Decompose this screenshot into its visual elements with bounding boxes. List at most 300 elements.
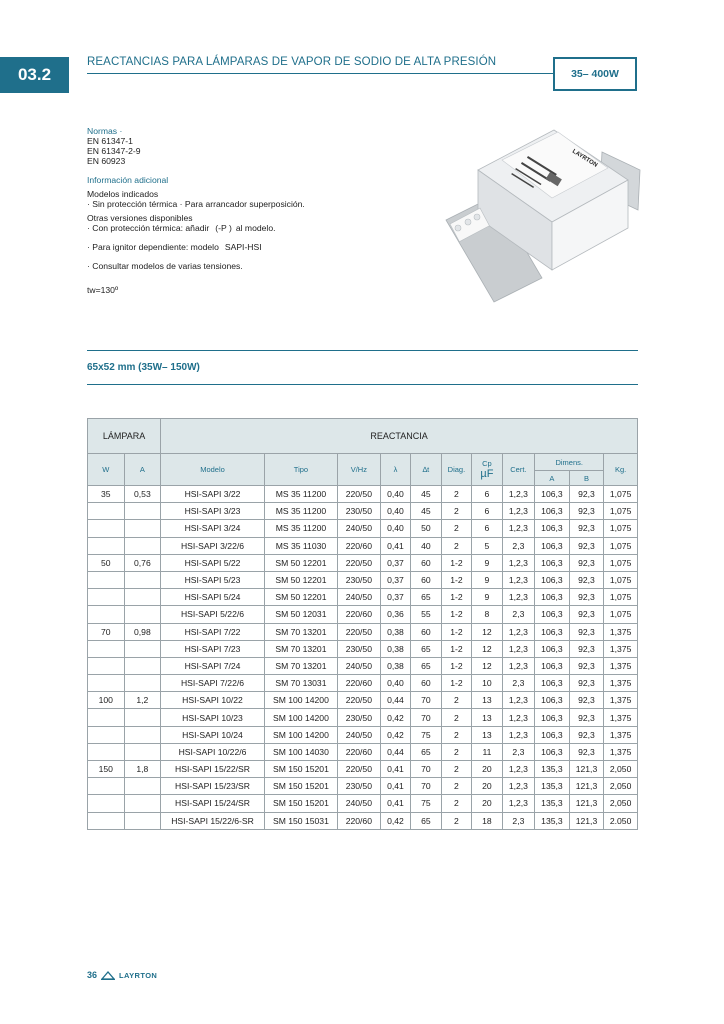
cell-lambda: 0,44 bbox=[380, 692, 410, 709]
cell-a bbox=[124, 503, 161, 520]
cell-modelo: HSI-SAPI 10/23 bbox=[161, 709, 265, 726]
cell-cp: 9 bbox=[472, 571, 502, 588]
cell-cert: 1,2,3 bbox=[502, 726, 535, 743]
ignitor-pre: · Para ignitor dependiente: modelo bbox=[87, 242, 219, 252]
table-row bbox=[88, 743, 638, 760]
cell-lambda: 0,41 bbox=[380, 795, 410, 812]
col-a-header: A bbox=[124, 454, 161, 486]
cell-tipo: SM 50 12201 bbox=[264, 554, 337, 571]
cell-w bbox=[88, 743, 125, 760]
cell-modelo: HSI-SAPI 15/23/SR bbox=[161, 778, 265, 795]
section-number-tab: 03.2 bbox=[0, 57, 69, 93]
cell-diag: 1-2 bbox=[441, 657, 471, 674]
cell-diag: 1-2 bbox=[441, 606, 471, 623]
cell-diag: 2 bbox=[441, 709, 471, 726]
cell-cert: 1,2,3 bbox=[502, 589, 535, 606]
cell-modelo: HSI-SAPI 3/22/6 bbox=[161, 537, 265, 554]
table-row bbox=[88, 761, 638, 778]
cell-tipo: MS 35 11200 bbox=[264, 520, 337, 537]
col-delta-t-header: ∆t bbox=[411, 454, 441, 486]
cell-modelo: HSI-SAPI 3/23 bbox=[161, 503, 265, 520]
cell-a bbox=[124, 726, 161, 743]
cell-dim-b: 92,3 bbox=[569, 520, 604, 537]
cell-modelo: HSI-SAPI 5/22 bbox=[161, 554, 265, 571]
cell-delta-t: 70 bbox=[411, 778, 441, 795]
models-text: · Sin protección térmica · Para arrancador superposición. bbox=[87, 199, 305, 209]
col-dim-b-header: B bbox=[569, 471, 604, 486]
cell-modelo: HSI-SAPI 5/23 bbox=[161, 571, 265, 588]
cell-kg: 1,075 bbox=[604, 537, 638, 554]
cell-dim-a: 135,3 bbox=[535, 761, 570, 778]
cell-diag: 2 bbox=[441, 812, 471, 829]
cell-dim-a: 106,3 bbox=[535, 623, 570, 640]
cell-dim-b: 92,3 bbox=[569, 537, 604, 554]
cell-lambda: 0,37 bbox=[380, 589, 410, 606]
cell-dim-b: 121,3 bbox=[569, 761, 604, 778]
cell-a: 0,53 bbox=[124, 486, 161, 503]
cell-cert: 2,3 bbox=[502, 812, 535, 829]
thermal-code: (-P ) bbox=[215, 223, 232, 233]
cell-w: 100 bbox=[88, 692, 125, 709]
cell-lambda: 0,40 bbox=[380, 675, 410, 692]
cell-kg: 1,375 bbox=[604, 692, 638, 709]
cell-delta-t: 65 bbox=[411, 812, 441, 829]
cell-dim-b: 92,3 bbox=[569, 743, 604, 760]
cell-vhz: 220/60 bbox=[338, 743, 381, 760]
cell-tipo: MS 35 11200 bbox=[264, 503, 337, 520]
cell-cert: 1,2,3 bbox=[502, 520, 535, 537]
norma-item: EN 61347-2-9 bbox=[87, 146, 141, 156]
cell-vhz: 240/50 bbox=[338, 589, 381, 606]
cell-lambda: 0,36 bbox=[380, 606, 410, 623]
cell-a bbox=[124, 795, 161, 812]
cell-vhz: 220/60 bbox=[338, 675, 381, 692]
section-rule-bottom bbox=[87, 384, 638, 385]
cell-diag: 1-2 bbox=[441, 554, 471, 571]
cell-w bbox=[88, 606, 125, 623]
cell-dim-a: 106,3 bbox=[535, 657, 570, 674]
cell-modelo: HSI-SAPI 5/24 bbox=[161, 589, 265, 606]
cell-tipo: MS 35 11200 bbox=[264, 486, 337, 503]
cell-tipo: SM 50 12201 bbox=[264, 571, 337, 588]
cell-vhz: 240/50 bbox=[338, 657, 381, 674]
cell-delta-t: 60 bbox=[411, 623, 441, 640]
cell-dim-a: 106,3 bbox=[535, 554, 570, 571]
section-rule-top bbox=[87, 350, 638, 351]
normas-label: Normas · bbox=[87, 126, 123, 136]
col-cp-unit: µF bbox=[480, 468, 494, 480]
cell-lambda: 0,41 bbox=[380, 778, 410, 795]
cell-cert: 1,2,3 bbox=[502, 709, 535, 726]
table-row bbox=[88, 692, 638, 709]
cell-tipo: MS 35 11030 bbox=[264, 537, 337, 554]
table-row bbox=[88, 778, 638, 795]
cell-kg: 1,375 bbox=[604, 743, 638, 760]
cell-diag: 1-2 bbox=[441, 571, 471, 588]
table-row bbox=[88, 657, 638, 674]
cell-dim-b: 92,3 bbox=[569, 503, 604, 520]
cell-a bbox=[124, 571, 161, 588]
col-dim-a-header: A bbox=[535, 471, 570, 486]
cell-kg: 2.050 bbox=[604, 812, 638, 829]
table-row bbox=[88, 812, 638, 829]
lampara-group-header: LÁMPARA bbox=[88, 419, 161, 454]
voltages-note: · Consultar modelos de varias tensiones. bbox=[87, 261, 243, 271]
cell-dim-a: 106,3 bbox=[535, 743, 570, 760]
cell-cert: 1,2,3 bbox=[502, 657, 535, 674]
cell-delta-t: 40 bbox=[411, 537, 441, 554]
cell-cp: 20 bbox=[472, 778, 502, 795]
cell-a bbox=[124, 812, 161, 829]
cell-vhz: 220/60 bbox=[338, 606, 381, 623]
cell-dim-b: 92,3 bbox=[569, 675, 604, 692]
cell-dim-a: 106,3 bbox=[535, 571, 570, 588]
cell-cert: 2,3 bbox=[502, 743, 535, 760]
cell-kg: 1,375 bbox=[604, 709, 638, 726]
col-modelo-header: Modelo bbox=[161, 454, 265, 486]
ignitor-code: SAPI-HSI bbox=[224, 242, 262, 252]
cell-a: 1,8 bbox=[124, 761, 161, 778]
page-footer bbox=[87, 970, 157, 980]
cell-delta-t: 55 bbox=[411, 606, 441, 623]
cell-diag: 2 bbox=[441, 537, 471, 554]
page-number: 36 bbox=[87, 970, 98, 980]
cell-diag: 2 bbox=[441, 761, 471, 778]
cell-vhz: 230/50 bbox=[338, 640, 381, 657]
cell-cert: 2,3 bbox=[502, 675, 535, 692]
cell-kg: 1,375 bbox=[604, 675, 638, 692]
footer-brand: LAYRTON bbox=[119, 970, 158, 980]
table-row bbox=[88, 795, 638, 812]
cell-w: 50 bbox=[88, 554, 125, 571]
cell-tipo: SM 50 12201 bbox=[264, 589, 337, 606]
table-row bbox=[88, 726, 638, 743]
cell-lambda: 0,41 bbox=[380, 537, 410, 554]
specs-table bbox=[87, 418, 638, 830]
cell-dim-b: 92,3 bbox=[569, 554, 604, 571]
cell-lambda: 0,40 bbox=[380, 520, 410, 537]
cell-a bbox=[124, 537, 161, 554]
cell-vhz: 230/50 bbox=[338, 709, 381, 726]
cell-cert: 1,2,3 bbox=[502, 692, 535, 709]
table-row bbox=[88, 589, 638, 606]
cell-lambda: 0,38 bbox=[380, 623, 410, 640]
cell-modelo: HSI-SAPI 7/22/6 bbox=[161, 675, 265, 692]
cell-cert: 1,2,3 bbox=[502, 623, 535, 640]
col-dimens-header: Dimens. bbox=[535, 454, 604, 471]
cell-dim-b: 92,3 bbox=[569, 709, 604, 726]
cell-diag: 2 bbox=[441, 503, 471, 520]
cell-lambda: 0,37 bbox=[380, 571, 410, 588]
cell-dim-a: 106,3 bbox=[535, 589, 570, 606]
cell-diag: 2 bbox=[441, 486, 471, 503]
cell-dim-a: 106,3 bbox=[535, 692, 570, 709]
cell-delta-t: 60 bbox=[411, 675, 441, 692]
ballast-product-image bbox=[432, 118, 652, 308]
cell-kg: 2,050 bbox=[604, 795, 638, 812]
cell-w bbox=[88, 709, 125, 726]
cell-tipo: SM 100 14200 bbox=[264, 726, 337, 743]
cell-tipo: SM 150 15201 bbox=[264, 761, 337, 778]
cell-cp: 18 bbox=[472, 812, 502, 829]
cell-modelo: HSI-SAPI 10/22/6 bbox=[161, 743, 265, 760]
cell-w bbox=[88, 657, 125, 674]
cell-dim-b: 92,3 bbox=[569, 657, 604, 674]
cell-w bbox=[88, 795, 125, 812]
cell-delta-t: 65 bbox=[411, 743, 441, 760]
cell-cp: 20 bbox=[472, 761, 502, 778]
cell-delta-t: 45 bbox=[411, 486, 441, 503]
col-tipo-header: Tipo bbox=[264, 454, 337, 486]
cell-lambda: 0,41 bbox=[380, 761, 410, 778]
cell-a bbox=[124, 589, 161, 606]
cell-modelo: HSI-SAPI 7/23 bbox=[161, 640, 265, 657]
cell-delta-t: 65 bbox=[411, 640, 441, 657]
cell-diag: 2 bbox=[441, 520, 471, 537]
cell-tipo: SM 150 15031 bbox=[264, 812, 337, 829]
cell-vhz: 220/60 bbox=[338, 537, 381, 554]
cell-w bbox=[88, 571, 125, 588]
cell-dim-a: 106,3 bbox=[535, 675, 570, 692]
table-row bbox=[88, 554, 638, 571]
cell-cert: 1,2,3 bbox=[502, 640, 535, 657]
cell-diag: 2 bbox=[441, 795, 471, 812]
cell-w bbox=[88, 726, 125, 743]
cell-vhz: 220/60 bbox=[338, 812, 381, 829]
col-lambda-header: λ bbox=[380, 454, 410, 486]
cell-cert: 1,2,3 bbox=[502, 486, 535, 503]
cell-modelo: HSI-SAPI 15/24/SR bbox=[161, 795, 265, 812]
cell-diag: 1-2 bbox=[441, 640, 471, 657]
cell-dim-b: 92,3 bbox=[569, 640, 604, 657]
col-vhz-header: V/Hz bbox=[338, 454, 381, 486]
cell-tipo: SM 70 13201 bbox=[264, 657, 337, 674]
cell-cp: 6 bbox=[472, 503, 502, 520]
table-row bbox=[88, 623, 638, 640]
cell-cp: 10 bbox=[472, 675, 502, 692]
cell-cp: 13 bbox=[472, 692, 502, 709]
cell-a bbox=[124, 778, 161, 795]
cell-kg: 1,375 bbox=[604, 640, 638, 657]
table-row bbox=[88, 709, 638, 726]
cell-vhz: 220/50 bbox=[338, 761, 381, 778]
cell-kg: 1,075 bbox=[604, 606, 638, 623]
cell-lambda: 0,38 bbox=[380, 657, 410, 674]
cell-delta-t: 45 bbox=[411, 503, 441, 520]
cell-vhz: 240/50 bbox=[338, 795, 381, 812]
cell-modelo: HSI-SAPI 15/22/6-SR bbox=[161, 812, 265, 829]
cell-cp: 12 bbox=[472, 657, 502, 674]
cell-w bbox=[88, 520, 125, 537]
cell-modelo: HSI-SAPI 10/22 bbox=[161, 692, 265, 709]
cell-cp: 9 bbox=[472, 589, 502, 606]
product-brand-label: LAYRTON bbox=[570, 148, 599, 169]
title-underline bbox=[87, 73, 553, 74]
cell-delta-t: 60 bbox=[411, 554, 441, 571]
col-diag-header: Diag. bbox=[441, 454, 471, 486]
cell-dim-a: 135,3 bbox=[535, 795, 570, 812]
cell-kg: 1,375 bbox=[604, 657, 638, 674]
cell-diag: 1-2 bbox=[441, 589, 471, 606]
cell-tipo: SM 100 14030 bbox=[264, 743, 337, 760]
cell-dim-a: 106,3 bbox=[535, 486, 570, 503]
table-row bbox=[88, 606, 638, 623]
cell-tipo: SM 50 12031 bbox=[264, 606, 337, 623]
cell-kg: 2,050 bbox=[604, 761, 638, 778]
cell-w bbox=[88, 778, 125, 795]
cell-vhz: 220/50 bbox=[338, 554, 381, 571]
thermal-protection-note bbox=[87, 223, 387, 233]
cell-a bbox=[124, 657, 161, 674]
cell-w bbox=[88, 675, 125, 692]
table-row bbox=[88, 537, 638, 554]
cell-cp: 13 bbox=[472, 726, 502, 743]
cell-dim-b: 92,3 bbox=[569, 486, 604, 503]
cell-a bbox=[124, 640, 161, 657]
cell-delta-t: 70 bbox=[411, 709, 441, 726]
cell-lambda: 0,40 bbox=[380, 486, 410, 503]
cell-kg: 1,075 bbox=[604, 589, 638, 606]
col-cert-header: Cert. bbox=[502, 454, 535, 486]
thermal-post: al modelo. bbox=[235, 223, 276, 233]
cell-dim-b: 92,3 bbox=[569, 692, 604, 709]
cell-cert: 1,2,3 bbox=[502, 761, 535, 778]
models-label: Modelos indicados bbox=[87, 189, 159, 199]
norma-item: EN 61347-1 bbox=[87, 136, 133, 146]
cell-a bbox=[124, 606, 161, 623]
cell-w bbox=[88, 640, 125, 657]
cell-w bbox=[88, 589, 125, 606]
col-kg-header: Kg. bbox=[604, 454, 638, 486]
cell-kg: 2,050 bbox=[604, 778, 638, 795]
cell-cert: 2,3 bbox=[502, 606, 535, 623]
cell-diag: 2 bbox=[441, 778, 471, 795]
cell-dim-b: 121,3 bbox=[569, 795, 604, 812]
table-row bbox=[88, 571, 638, 588]
cell-cert: 1,2,3 bbox=[502, 795, 535, 812]
cell-kg: 1,375 bbox=[604, 726, 638, 743]
cell-w: 35 bbox=[88, 486, 125, 503]
cell-lambda: 0,44 bbox=[380, 743, 410, 760]
cell-delta-t: 75 bbox=[411, 726, 441, 743]
cell-a bbox=[124, 520, 161, 537]
cell-a: 0,98 bbox=[124, 623, 161, 640]
ignitor-note bbox=[87, 242, 387, 252]
col-cp-header bbox=[472, 454, 502, 486]
cell-cp: 9 bbox=[472, 554, 502, 571]
cell-tipo: SM 100 14200 bbox=[264, 709, 337, 726]
info-block bbox=[87, 126, 387, 295]
cell-tipo: SM 70 13201 bbox=[264, 640, 337, 657]
cell-w: 70 bbox=[88, 623, 125, 640]
cell-w bbox=[88, 503, 125, 520]
cell-dim-b: 92,3 bbox=[569, 606, 604, 623]
cell-dim-b: 92,3 bbox=[569, 589, 604, 606]
cell-cp: 5 bbox=[472, 537, 502, 554]
cell-cp: 8 bbox=[472, 606, 502, 623]
layrton-logo-icon bbox=[101, 971, 115, 980]
cell-delta-t: 65 bbox=[411, 657, 441, 674]
cell-vhz: 240/50 bbox=[338, 726, 381, 743]
cell-modelo: HSI-SAPI 15/22/SR bbox=[161, 761, 265, 778]
power-range-badge: 35– 400W bbox=[553, 57, 637, 91]
cell-dim-a: 106,3 bbox=[535, 503, 570, 520]
cell-kg: 1,075 bbox=[604, 571, 638, 588]
cell-a bbox=[124, 675, 161, 692]
cell-modelo: HSI-SAPI 3/22 bbox=[161, 486, 265, 503]
cell-cp: 20 bbox=[472, 795, 502, 812]
cell-kg: 1,375 bbox=[604, 623, 638, 640]
cell-modelo: HSI-SAPI 7/24 bbox=[161, 657, 265, 674]
table-row bbox=[88, 640, 638, 657]
col-cp-label: Cp bbox=[482, 459, 492, 468]
cell-kg: 1,075 bbox=[604, 486, 638, 503]
cell-cp: 12 bbox=[472, 640, 502, 657]
cell-vhz: 220/50 bbox=[338, 623, 381, 640]
cell-dim-b: 121,3 bbox=[569, 812, 604, 829]
cell-lambda: 0,40 bbox=[380, 503, 410, 520]
cell-modelo: HSI-SAPI 5/22/6 bbox=[161, 606, 265, 623]
cell-delta-t: 75 bbox=[411, 795, 441, 812]
additional-info-label: Información adicional bbox=[87, 175, 169, 185]
cell-cp: 12 bbox=[472, 623, 502, 640]
cell-tipo: SM 150 15201 bbox=[264, 795, 337, 812]
cell-diag: 2 bbox=[441, 726, 471, 743]
cell-dim-a: 106,3 bbox=[535, 537, 570, 554]
page-title: REACTANCIAS PARA LÁMPARAS DE VAPOR DE SODIO DE ALTA PRESIÓN bbox=[87, 56, 497, 68]
cell-a: 0,76 bbox=[124, 554, 161, 571]
cell-vhz: 230/50 bbox=[338, 503, 381, 520]
cell-dim-a: 106,3 bbox=[535, 709, 570, 726]
cell-delta-t: 65 bbox=[411, 589, 441, 606]
thermal-pre: · Con protección térmica: añadir bbox=[87, 223, 210, 233]
table-row bbox=[88, 675, 638, 692]
cell-cp: 6 bbox=[472, 486, 502, 503]
cell-vhz: 220/50 bbox=[338, 486, 381, 503]
cell-diag: 1-2 bbox=[441, 623, 471, 640]
cell-dim-a: 135,3 bbox=[535, 812, 570, 829]
cell-tipo: SM 70 13201 bbox=[264, 623, 337, 640]
cell-kg: 1,075 bbox=[604, 520, 638, 537]
cell-kg: 1,075 bbox=[604, 554, 638, 571]
cell-delta-t: 70 bbox=[411, 761, 441, 778]
cell-delta-t: 60 bbox=[411, 571, 441, 588]
cell-tipo: SM 70 13031 bbox=[264, 675, 337, 692]
cell-w: 150 bbox=[88, 761, 125, 778]
other-versions-label: Otras versiones disponibles bbox=[87, 213, 193, 223]
cell-w bbox=[88, 812, 125, 829]
cell-modelo: HSI-SAPI 3/24 bbox=[161, 520, 265, 537]
cell-cp: 6 bbox=[472, 520, 502, 537]
cell-modelo: HSI-SAPI 7/22 bbox=[161, 623, 265, 640]
table-row bbox=[88, 503, 638, 520]
cell-delta-t: 50 bbox=[411, 520, 441, 537]
cell-cert: 1,2,3 bbox=[502, 778, 535, 795]
cell-lambda: 0,42 bbox=[380, 726, 410, 743]
cell-dim-a: 106,3 bbox=[535, 606, 570, 623]
cell-dim-a: 106,3 bbox=[535, 520, 570, 537]
cell-dim-b: 92,3 bbox=[569, 623, 604, 640]
cell-lambda: 0,38 bbox=[380, 640, 410, 657]
cell-cert: 1,2,3 bbox=[502, 503, 535, 520]
cell-delta-t: 70 bbox=[411, 692, 441, 709]
cell-a: 1,2 bbox=[124, 692, 161, 709]
cell-diag: 1-2 bbox=[441, 675, 471, 692]
cell-kg: 1,075 bbox=[604, 503, 638, 520]
cell-w bbox=[88, 537, 125, 554]
cell-dim-a: 135,3 bbox=[535, 778, 570, 795]
cell-diag: 2 bbox=[441, 743, 471, 760]
